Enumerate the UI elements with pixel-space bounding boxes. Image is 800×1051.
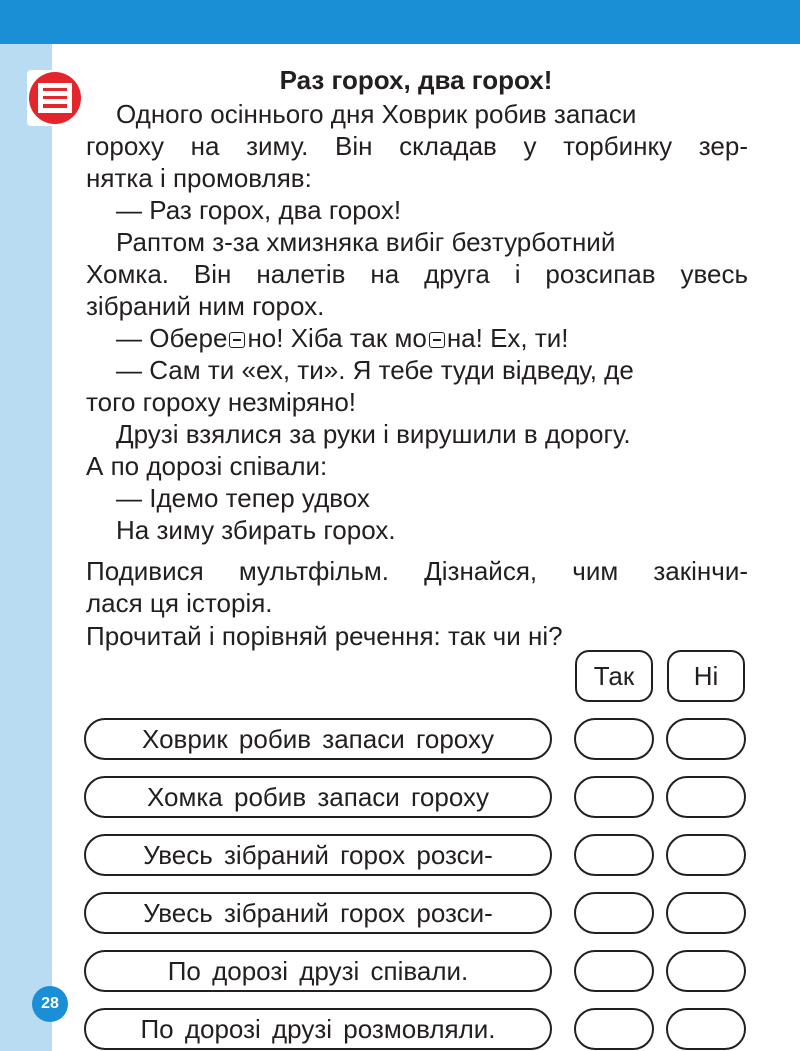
yes-column-header: Так bbox=[575, 650, 653, 702]
left-margin-strip bbox=[0, 44, 52, 1051]
story-line-11: Друзі взялися за руки і вирушили в дорогу. bbox=[116, 419, 631, 449]
yes-answer-5[interactable] bbox=[574, 950, 654, 992]
story-line-10: того гороху незміряно! bbox=[86, 387, 357, 417]
statement-5: По дорозі друзі співали. bbox=[84, 950, 552, 992]
story-line-13: — Ідемо тепер удвох bbox=[116, 483, 370, 513]
no-answer-5[interactable] bbox=[666, 950, 746, 992]
story-line-4: — Раз горох, два горох! bbox=[116, 195, 402, 225]
top-header-bar bbox=[0, 0, 800, 44]
story-line-2: гороху на зиму. Він складав у торбинку зер- bbox=[86, 131, 748, 161]
statement-6: По дорозі друзі розмовляли. bbox=[84, 1008, 552, 1050]
statement-4: Увесь зібраний горох розси- bbox=[84, 892, 552, 934]
task1-line-2: лася ця історія. bbox=[86, 588, 273, 618]
story-line-12: А по дорозі співали: bbox=[86, 451, 328, 481]
story-line-3: нятка і промовляв: bbox=[86, 163, 312, 193]
line-8-part-a: — Обере bbox=[116, 323, 228, 353]
task2-prompt: Прочитай і порівняй речення: так чи ні? bbox=[86, 621, 563, 651]
page-number: 28 bbox=[32, 986, 68, 1022]
yes-answer-3[interactable] bbox=[574, 834, 654, 876]
story-line-6: Хомка. Він налетів на друга і розсипав увесь bbox=[86, 259, 748, 289]
no-column-header: Ні bbox=[667, 650, 745, 702]
story-line-8 bbox=[116, 322, 569, 354]
line-8-part-b: но! Хіба так мо bbox=[247, 323, 427, 353]
story-line-5: Раптом з-за хмизняка вибіг безтурботний bbox=[116, 227, 616, 257]
no-answer-4[interactable] bbox=[666, 892, 746, 934]
story-line-1: Одного осіннього дня Ховрик робив запаси bbox=[116, 99, 637, 129]
missing-letter-box bbox=[229, 332, 245, 348]
story-line-14: На зиму збирать горох. bbox=[116, 515, 396, 545]
read-aloud-icon bbox=[27, 70, 83, 126]
no-answer-6[interactable] bbox=[666, 1008, 746, 1050]
no-answer-1[interactable] bbox=[666, 718, 746, 760]
yes-answer-2[interactable] bbox=[574, 776, 654, 818]
story-line-7: зібраний ним горох. bbox=[86, 291, 325, 321]
story-line-9: — Сам ти «ех, ти». Я тебе туди відведу, де bbox=[116, 355, 634, 385]
statement-3: Увесь зібраний горох розси- bbox=[84, 834, 552, 876]
no-answer-2[interactable] bbox=[666, 776, 746, 818]
no-answer-3[interactable] bbox=[666, 834, 746, 876]
story-title: Раз горох, два горох! bbox=[279, 65, 553, 95]
task1-line-1: Подивися мультфільм. Дізнайся, чим закінчи- bbox=[86, 556, 748, 586]
yes-answer-4[interactable] bbox=[574, 892, 654, 934]
line-8-part-c: на! Ех, ти! bbox=[446, 323, 569, 353]
yes-answer-6[interactable] bbox=[574, 1008, 654, 1050]
statement-1: Ховрик робив запаси гороху bbox=[84, 718, 552, 760]
missing-letter-box bbox=[429, 332, 445, 348]
statement-2: Хомка робив запаси гороху bbox=[84, 776, 552, 818]
yes-answer-1[interactable] bbox=[574, 718, 654, 760]
